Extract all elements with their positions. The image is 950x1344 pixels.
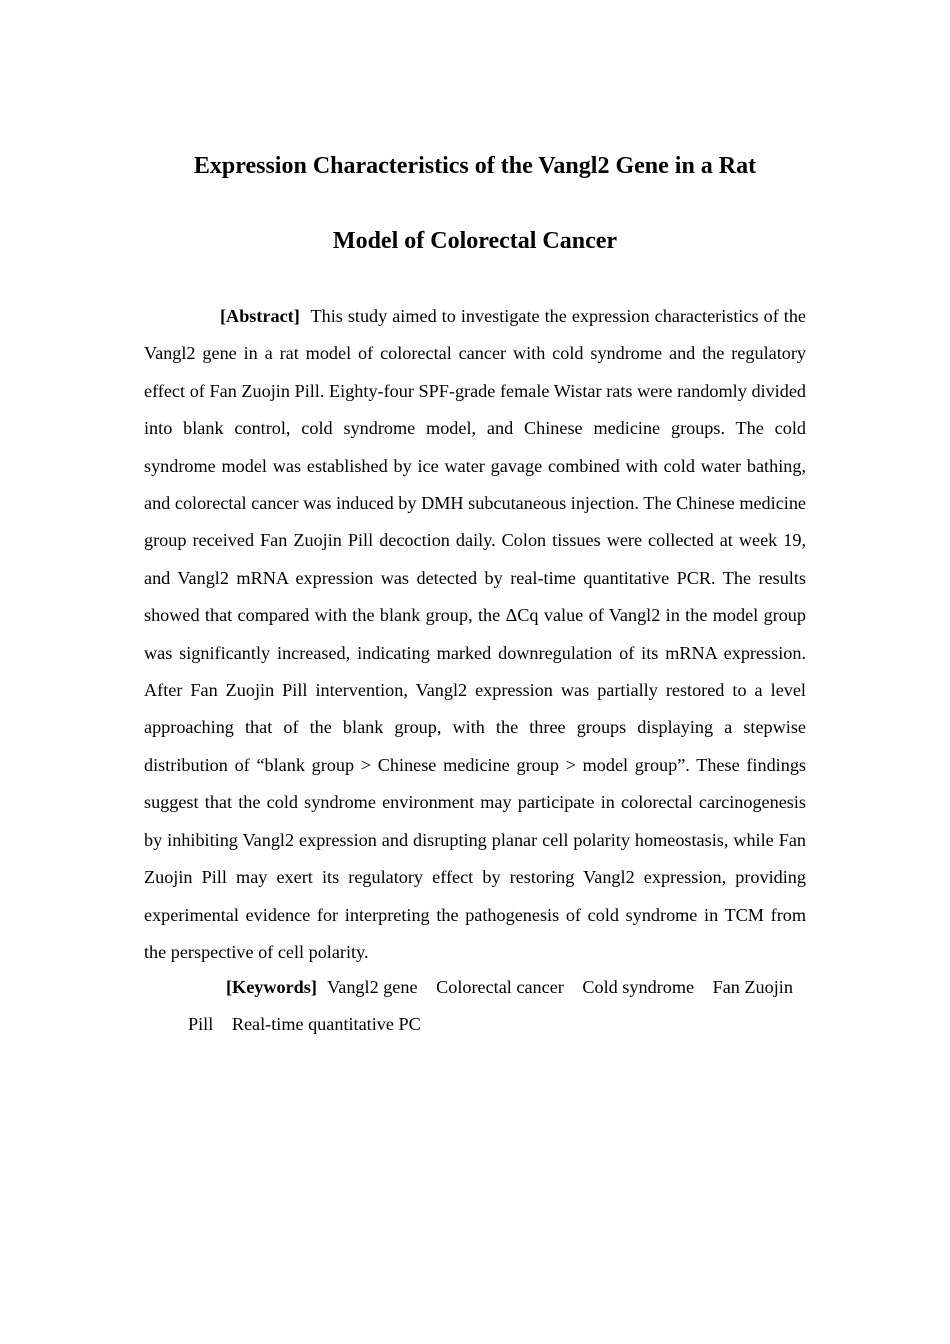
keywords-label: [Keywords] [226,977,317,997]
keyword-item: Colorectal cancer [436,977,564,997]
keyword-item: Fan Zuojin Pill [188,977,793,1035]
abstract-label: [Abstract] [220,306,300,326]
abstract-text: This study aimed to investigate the expression characteristics of the Vangl2 gene in a rat model of colorectal cancer with cold syndrome and the regulatory effect of Fan Zuojin Pill. Eighty-four SPF-grade female Wistar rats were randomly divided into blank control, cold syndrome model, and Chinese medicine groups. The cold syndrome model was established by ice water gavage combined with cold water bathing, and colorectal cancer was induced by DMH subcutaneous injection. The Chinese medicine group received Fan Zuojin Pill decoction daily. Colon tissues were collected at week 19, and Vangl2 mRNA expression was detected by real-time quantitative PCR. The results showed that compared with the blank group, the ΔCq value of Vangl2 in the model group was significantly increased, indicating marked downregulation of its mRNA expression. After Fan Zuojin Pill intervention, Vangl2 expression was partially restored to a level approaching that of the blank group, with the three groups displaying a stepwise distribution of “blank group > Chinese medicine group > model group”. These findings suggest that the cold syndrome environment may participate in colorectal carcinogenesis by inhibiting Vangl2 expression and disrupting planar cell polarity homeostasis, while Fan Zuojin Pill may exert its regulatory effect by restoring Vangl2 expression, providing experimental evidence for interpreting the pathogenesis of cold syndrome in TCM from the perspective of cell polarity. [144,306,807,962]
keyword-item: Vangl2 gene [327,977,418,997]
abstract-paragraph [144,298,806,971]
keywords-paragraph [144,969,806,1044]
paper-title-line-2: Model of Colorectal Cancer [332,228,618,254]
keyword-item: Real-time quantitative PC [231,1014,421,1035]
paper-title-line-1: Expression Characteristics of the Vangl2 Gene in a Rat [193,153,757,179]
keyword-item: Cold syndrome [582,977,695,997]
